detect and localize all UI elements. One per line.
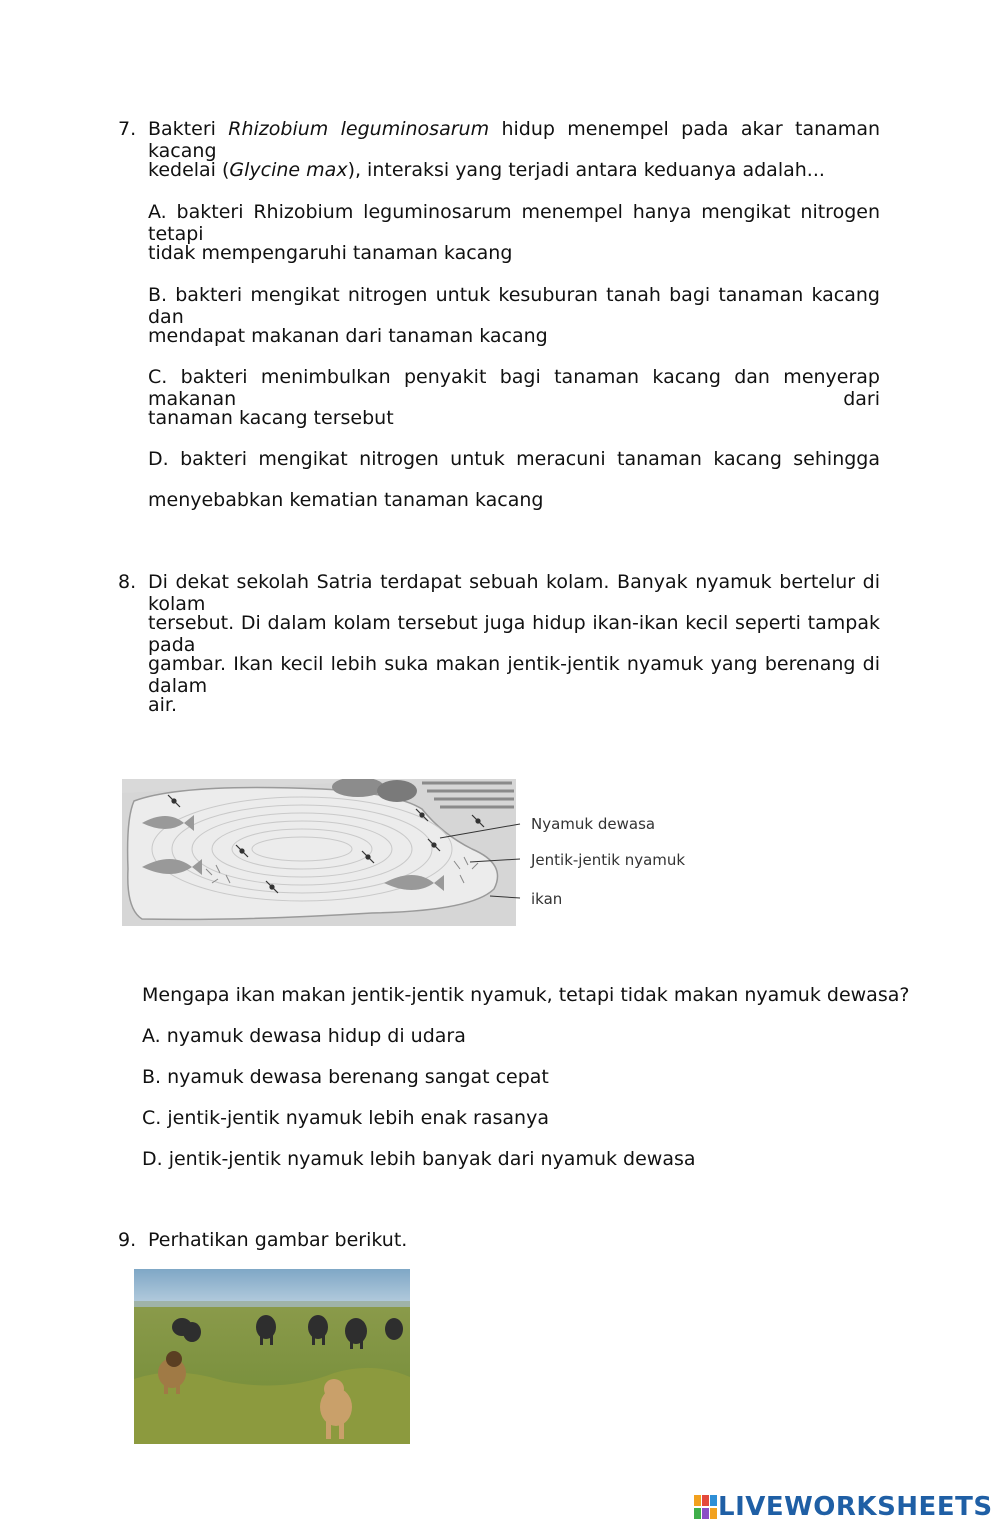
- question-stem-line: kedelai (Glycine max), interaksi yang terjadi antara keduanya adalah...: [148, 159, 825, 181]
- option-a-cont: tidak mempengaruhi tanaman kacang: [148, 242, 513, 264]
- question-stem-line: Perhatikan gambar berikut.: [148, 1229, 408, 1251]
- liveworksheets-icon: [694, 1495, 718, 1519]
- option-b[interactable]: B. nyamuk dewasa berenang sangat cepat: [142, 1066, 549, 1088]
- question-8: [118, 571, 880, 731]
- liveworksheets-logo: [694, 1492, 993, 1522]
- label-ikan: ikan: [531, 890, 563, 908]
- question-9: [118, 1229, 880, 1259]
- question-stem-line: tersebut. Di dalam kolam tersebut juga hidup ikan-ikan kecil seperti tampak pada: [148, 612, 880, 656]
- label-nyamuk-dewasa: Nyamuk dewasa: [531, 815, 656, 833]
- question-8-prompt: Mengapa ikan makan jentik-jentik nyamuk, tetapi tidak makan nyamuk dewasa?: [142, 984, 910, 1006]
- question-stem-line: air.: [148, 694, 178, 716]
- question-number: 7.: [118, 118, 137, 140]
- question-7: [118, 118, 880, 518]
- option-d-cont: menyebabkan kematian tanaman kacang: [148, 489, 544, 511]
- diagram-pointer-lines: [400, 810, 530, 910]
- brand-text: LIVEWORKSHEETS: [718, 1492, 993, 1522]
- option-a[interactable]: A. nyamuk dewasa hidup di udara: [142, 1025, 466, 1047]
- question-stem-line: Bakteri Rhizobium leguminosarum hidup menempel pada akar tanaman kacang: [148, 118, 881, 162]
- option-a[interactable]: A. bakteri Rhizobium leguminosarum menempel hanya mengikat nitrogen tetapi: [148, 201, 880, 245]
- savanna-photo: [134, 1269, 410, 1444]
- question-number: 8.: [118, 571, 137, 593]
- option-d[interactable]: D. bakteri mengikat nitrogen untuk meracuni tanaman kacang sehingga: [148, 448, 880, 470]
- question-number: 9.: [118, 1229, 137, 1251]
- option-c-cont: tanaman kacang tersebut: [148, 407, 394, 429]
- option-c[interactable]: C. bakteri menimbulkan penyakit bagi tanaman kacang dan menyerap makanan dari: [148, 366, 880, 410]
- option-d[interactable]: D. jentik-jentik nyamuk lebih banyak dari nyamuk dewasa: [142, 1148, 696, 1170]
- option-b[interactable]: B. bakteri mengikat nitrogen untuk kesuburan tanah bagi tanaman kacang dan: [148, 284, 880, 328]
- option-c[interactable]: C. jentik-jentik nyamuk lebih enak rasanya: [142, 1107, 549, 1129]
- option-b-cont: mendapat makanan dari tanaman kacang: [148, 325, 548, 347]
- question-stem-line: Di dekat sekolah Satria terdapat sebuah kolam. Banyak nyamuk bertelur di kolam: [148, 571, 880, 615]
- label-jentik-jentik: Jentik-jentik nyamuk: [531, 851, 686, 869]
- question-stem-line: gambar. Ikan kecil lebih suka makan jentik-jentik nyamuk yang berenang di dalam: [148, 653, 880, 697]
